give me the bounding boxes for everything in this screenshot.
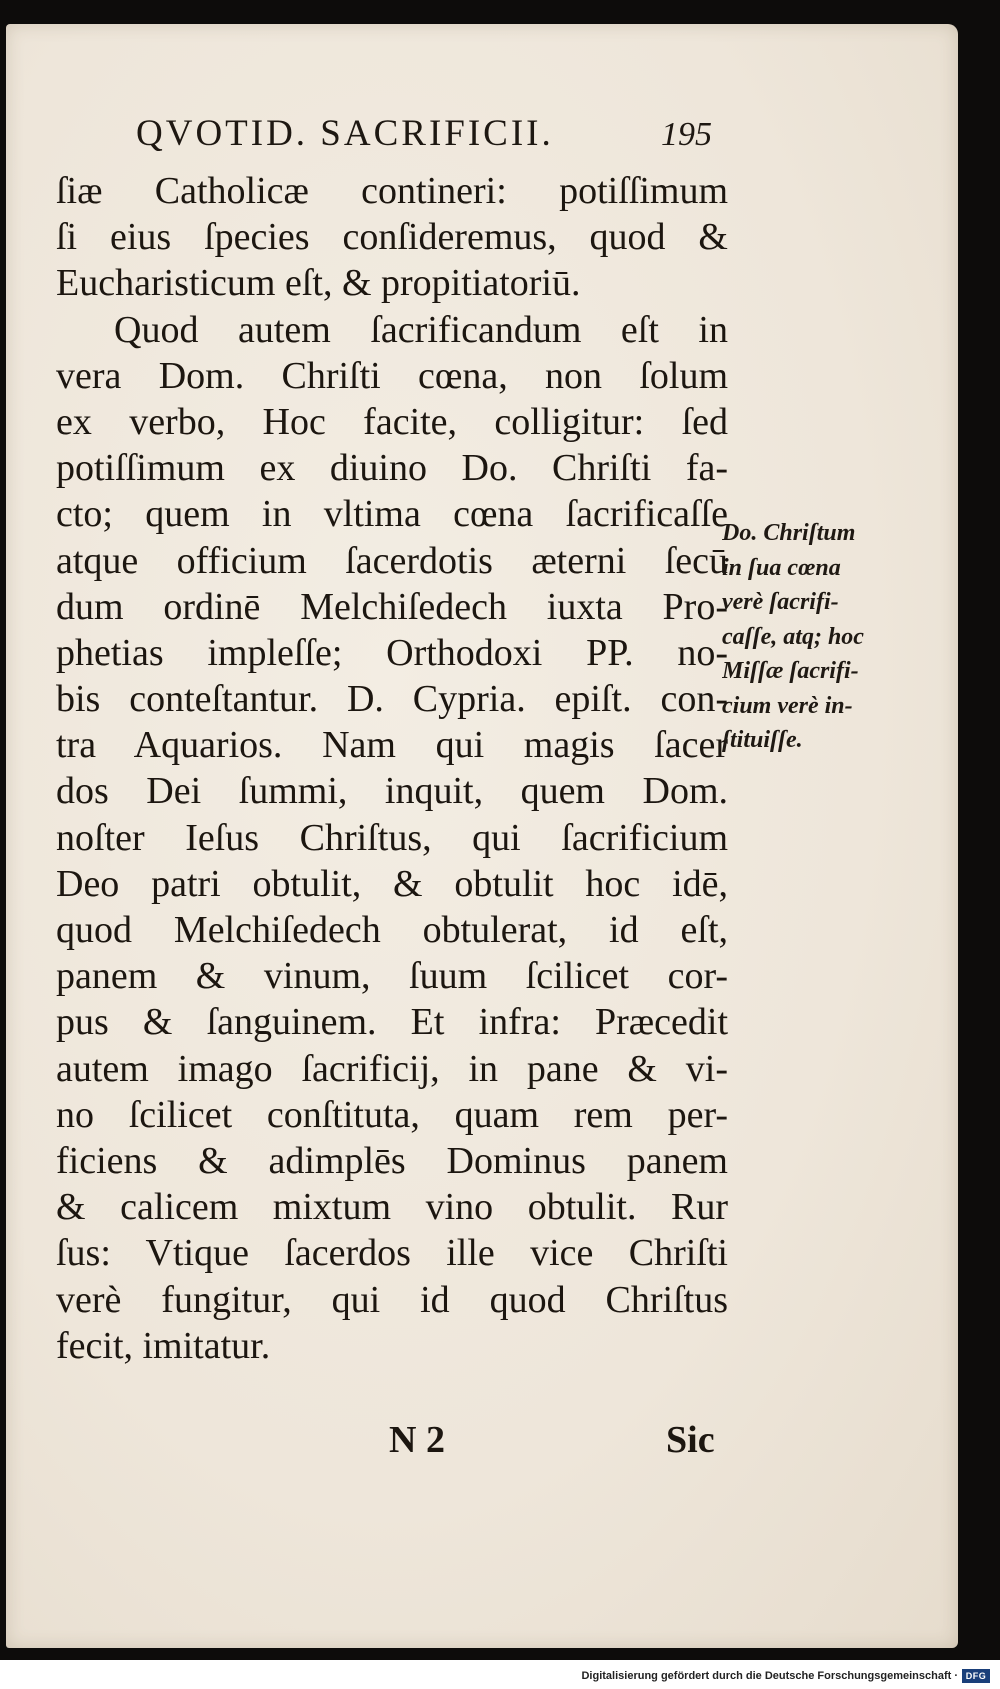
signature-mark: N 2 [389, 1419, 445, 1461]
text-line: vera Dom. Chriſti cœna, non ſolum [56, 354, 728, 397]
text-line: ſiæ Catholicæ contineri: potiſſimum [56, 170, 728, 212]
page-number: 195 [661, 116, 712, 153]
marginal-line: verè ſacrifi- [722, 589, 839, 615]
digitization-text: Digitalisierung gefördert durch die Deutsche Forschungsgemeinschaft · [581, 1670, 958, 1682]
marginal-line: cium verè in- [722, 692, 853, 719]
text-line: ex verbo, Hoc facite, colligitur: ſed [56, 400, 728, 443]
text-line: atque officium ſacerdotis æterni ſecū [56, 539, 728, 582]
text-line: cto; quem in vltima cœna ſacrificaſſe [56, 493, 728, 536]
catchword: Sic [666, 1419, 715, 1461]
text-line: dos Dei ſummi, inquit, quem Dom. [56, 770, 728, 813]
text-line: verè fungitur, qui id quod Chriſtus [56, 1278, 728, 1321]
text-line: dum ordinē Melchiſedech iuxta Pro- [56, 585, 728, 628]
marginal-line: Miſſæ ſacrifi- [722, 658, 859, 684]
marginal-line: ſtituiſſe. [722, 727, 803, 753]
text-line: phetias impleſſe; Orthodoxi PP. no- [56, 631, 728, 674]
text-line: no ſcilicet conſtituta, quam rem per- [56, 1093, 728, 1136]
text-line: Eucharisticum eſt, & propitiatoriū. [56, 262, 581, 305]
text-line: panem & vinum, ſuum ſcilicet cor- [56, 955, 728, 998]
text-line: fecit, imitatur. [56, 1324, 271, 1367]
marginal-line: Do. Chriſtum [722, 520, 856, 546]
text-line: ſus: Vtique ſacerdos ille vice Chriſti [56, 1232, 728, 1275]
text-line: & calicem mixtum vino obtulit. Rur [56, 1186, 728, 1229]
text-line: pus & ſanguinem. Et infra: Præcedit [56, 1001, 728, 1044]
running-head: QVOTID. SACRIFICII. [136, 113, 554, 154]
text-line: potiſſimum ex diuino Do. Chriſti fa- [56, 447, 728, 490]
text-line: ſi eius ſpecies conſideremus, quod & [56, 216, 728, 259]
book-page [6, 24, 958, 1648]
text-line: Deo patri obtulit, & obtulit hoc idē, [56, 862, 728, 905]
text-line: tra Aquarios. Nam qui magis ſacer [56, 724, 728, 767]
digitization-credit [0, 1666, 1000, 1686]
text-line: bis conteſtantur. D. Cypria. epiſt. con- [56, 678, 728, 721]
text-line: quod Melchiſedech obtulerat, id eſt, [56, 909, 728, 951]
marginal-line: in ſua cœna [722, 554, 841, 581]
body-text [56, 168, 728, 1378]
dfg-logo-icon: DFG [962, 1669, 990, 1683]
marginal-note [722, 516, 882, 776]
text-line: noſter Ieſus Chriſtus, qui ſacrificium [56, 816, 728, 859]
text-line: ficiens & adimplēs Dominus panem [56, 1139, 728, 1182]
text-line: Quod autem ſacrificandum eſt in [114, 308, 728, 351]
text-line: autem imago ſacrificij, in pane & vi- [56, 1047, 728, 1090]
marginal-line: caſſe, atq; hoc [722, 623, 864, 650]
